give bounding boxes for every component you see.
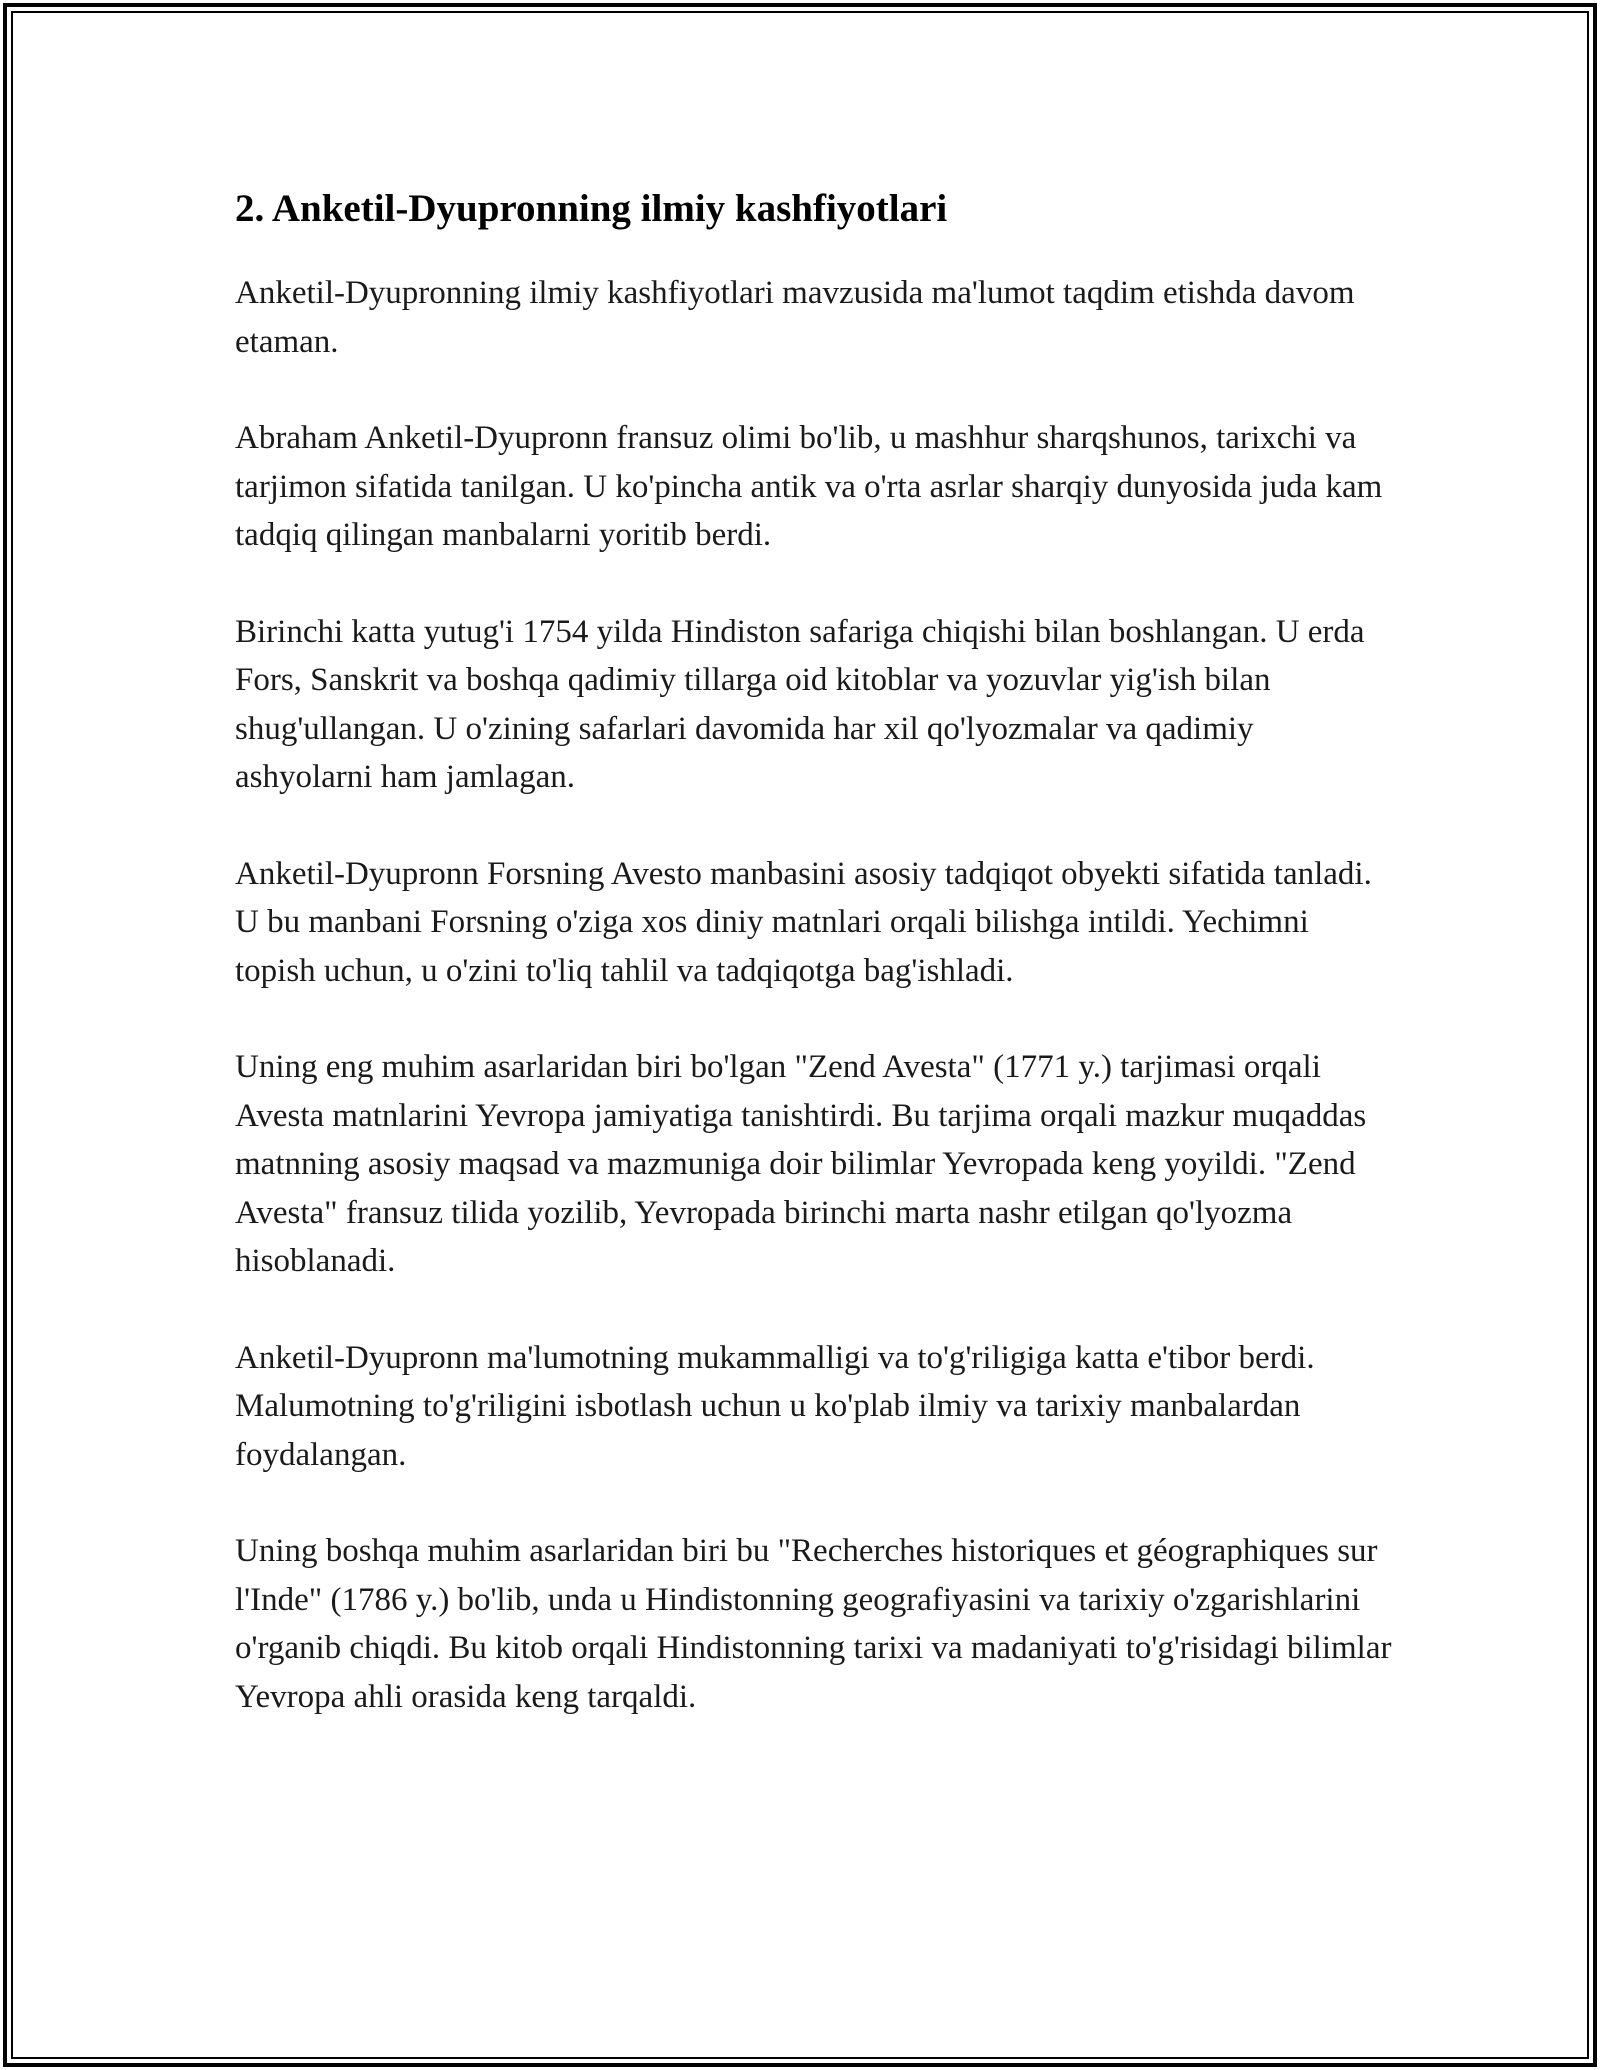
paragraph-india-journey: Birinchi katta yutug'i 1754 yilda Hindiston safariga chiqishi bilan boshlangan. U erda Fors, Sanskrit va boshqa qadimiy tillarga oid kitoblar va yozuvlar yig'ish bilan shug'ullangan. U o'zining safarlari davomida har xil qo'lyozmalar va qadimiy ashyolarni ham jamlagan. xyxy=(235,613,1365,795)
document-body xyxy=(235,185,1395,1769)
paragraph-avesta-research: Anketil-Dyupronn Forsning Avesto manbasini asosiy tadqiqot obyekti sifatida tanladi. U bu manbani Forsning o'ziga xos diniy matnlari orqali bilishga intildi. Yechimni topish uchun, u o'zini to'liq tahlil va tadqiqotga bag'ishladi. xyxy=(235,855,1372,989)
section-heading: 2. Anketil-Dyupronning ilmiy kashfiyotlari xyxy=(235,187,948,230)
paragraph-accuracy: Anketil-Dyupronn ma'lumotning mukammalligi va to'g'riligiga katta e'tibor berdi. Malumotning to'g'riligini isbotlash uchun u ko'plab ilmiy va tarixiy manbalardan foydalangan. xyxy=(235,1339,1315,1473)
paragraph-zend-avesta: Uning eng muhim asarlaridan biri bo'lgan "Zend Avesta" (1771 y.) tarjimasi orqali Avesta matnlarini Yevropa jamiyatiga tanishtirdi. Bu tarjima orqali mazkur muqaddas matnning asosiy maqsad va mazmuniga doir bilimlar Yevropada keng yoyildi. "Zend Avesta" fransuz tilida yozilib, Yevropada birinchi marta nashr etilgan qo'lyozma hisoblanadi. xyxy=(235,1049,1367,1279)
paragraph-biography: Abraham Anketil-Dyupronn fransuz olimi bo'lib, u mashhur sharqshunos, tarixchi va tarjimon sifatida tanilgan. U ko'pincha antik va o'rta asrlar sharqiy dunyosida juda kam tadqiq qilingan manbalarni yoritib berdi. xyxy=(235,420,1383,553)
paragraph-intro: Anketil-Dyupronning ilmiy kashfiyotlari mavzusida ma'lumot taqdim etishda davom etaman. xyxy=(235,275,1355,360)
paragraph-recherches: Uning boshqa muhim asarlaridan biri bu "Recherches historiques et géographiques sur l'Inde" (1786 y.) bo'lib, unda u Hindistonning geografiyasini va tarixiy o'zgarishlarini o'rganib chiqdi. Bu kitob orqali Hindistonning tarixi va madaniyati to'g'risidagi bilimlar Yevropa ahli orasida keng tarqaldi. xyxy=(235,1533,1392,1715)
